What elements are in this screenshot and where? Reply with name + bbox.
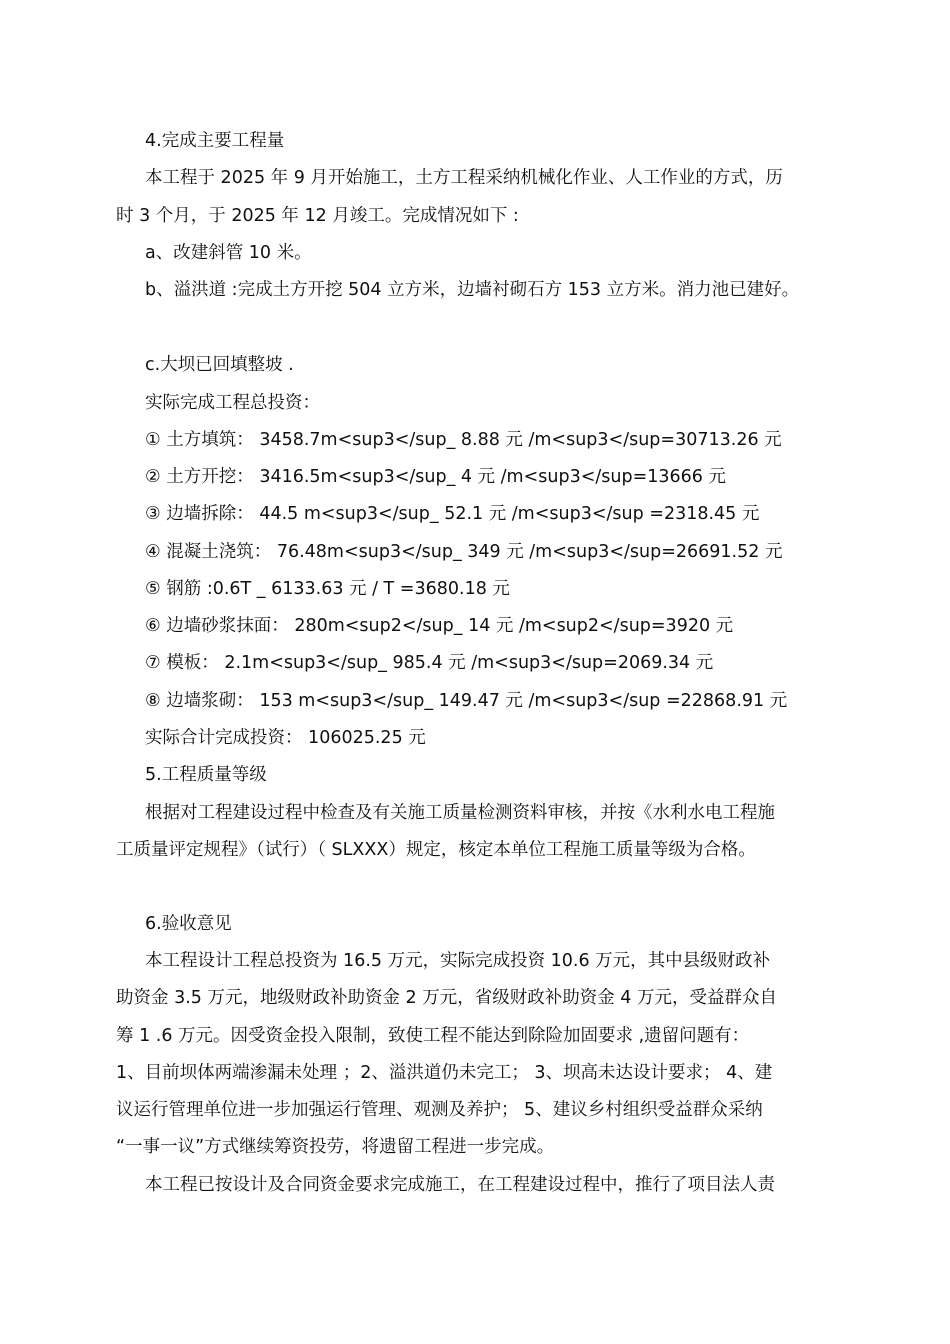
investment-item: ① 土方填筑： 3458.7m<sup3</sup_ 8.88 元 /m<sup3</sup=30713.26 元: [145, 430, 782, 450]
investment-item: ⑥ 边墙砂浆抹面： 280m<sup2</sup_ 14 元 /m<sup2</sup=3920 元: [145, 616, 734, 636]
section-6-paragraph-line-4: 1、目前坝体两端渗漏未处理 ；2、溢洪道仍未完工； 3、坝高未达设计要求； 4、建: [116, 1063, 773, 1083]
item-c: c.大坝已回填整坡 .: [145, 355, 294, 375]
section-5-heading: 5.工程质量等级: [145, 765, 267, 785]
section-6-paragraph-line-1: 本工程设计工程总投资为 16.5 万元，实际完成投资 10.6 万元，其中县级财政补: [145, 951, 771, 971]
item-b: b、溢洪道 :完成土方开挖 504 立方米，边墙衬砌石方 153 立方米。消力池已建好。: [145, 280, 800, 300]
investment-item: ⑧ 边墙浆砌： 153 m<sup3</sup_ 149.47 元 /m<sup3</sup =22868.91 元: [145, 691, 788, 711]
investment-item: ⑦ 模板： 2.1m<sup3</sup_ 985.4 元 /m<sup3</sup=2069.34 元: [145, 653, 714, 673]
investment-item: ⑤ 钢筋 :0.6T _ 6133.63 元 / T =3680.18 元: [145, 579, 510, 599]
investment-item: ④ 混凝土浇筑： 76.48m<sup3</sup_ 349 元 /m<sup3</sup=26691.52 元: [145, 542, 783, 562]
section-6-paragraph-line-6: “一事一议”方式继续筹资投劳，将遗留工程进一步完成。: [116, 1137, 555, 1157]
section-4-paragraph-line-1: 本工程于 2025 年 9 月开始施工，土方工程采纳机械化作业、人工作业的方式，历: [145, 168, 783, 188]
investment-total: 实际合计完成投资： 106025.25 元: [145, 728, 426, 748]
investment-item: ② 土方开挖： 3416.5m<sup3</sup_ 4 元 /m<sup3</sup=13666 元: [145, 467, 726, 487]
section-6-paragraph-line-3: 筹 1 .6 万元。因受资金投入限制，致使工程不能达到除险加固要求 ,遗留问题有：: [116, 1026, 750, 1046]
section-6-heading: 6.验收意见: [145, 914, 232, 934]
section-4-heading: 4.完成主要工程量: [145, 131, 285, 151]
investment-title: 实际完成工程总投资：: [145, 393, 320, 413]
section-6-paragraph-line-2: 助资金 3.5 万元，地级财政补助资金 2 万元，省级财政补助资金 4 万元，受益群众自: [116, 988, 777, 1008]
investment-item: ③ 边墙拆除： 44.5 m<sup3</sup_ 52.1 元 /m<sup3</sup =2318.45 元: [145, 504, 760, 524]
section-5-paragraph-line-2: 工质量评定规程》（试行）（ SLXXX）规定，核定本单位工程施工质量等级为合格。: [116, 840, 756, 860]
section-5-paragraph-line-1: 根据对工程建设过程中检查及有关施工质量检测资料审核，并按《水利水电工程施: [145, 803, 775, 823]
item-a: a、改建斜管 10 米。: [145, 243, 312, 263]
section-4-paragraph-line-2: 时 3 个月，于 2025 年 12 月竣工。完成情况如下 :: [116, 206, 519, 226]
section-6-paragraph-line-5: 议运行管理单位进一步加强运行管理、观测及养护； 5、建议乡村组织受益群众采纳: [116, 1100, 763, 1120]
section-6-paragraph-2-line-1: 本工程已按设计及合同资金要求完成施工，在工程建设过程中，推行了项目法人责: [145, 1175, 775, 1195]
